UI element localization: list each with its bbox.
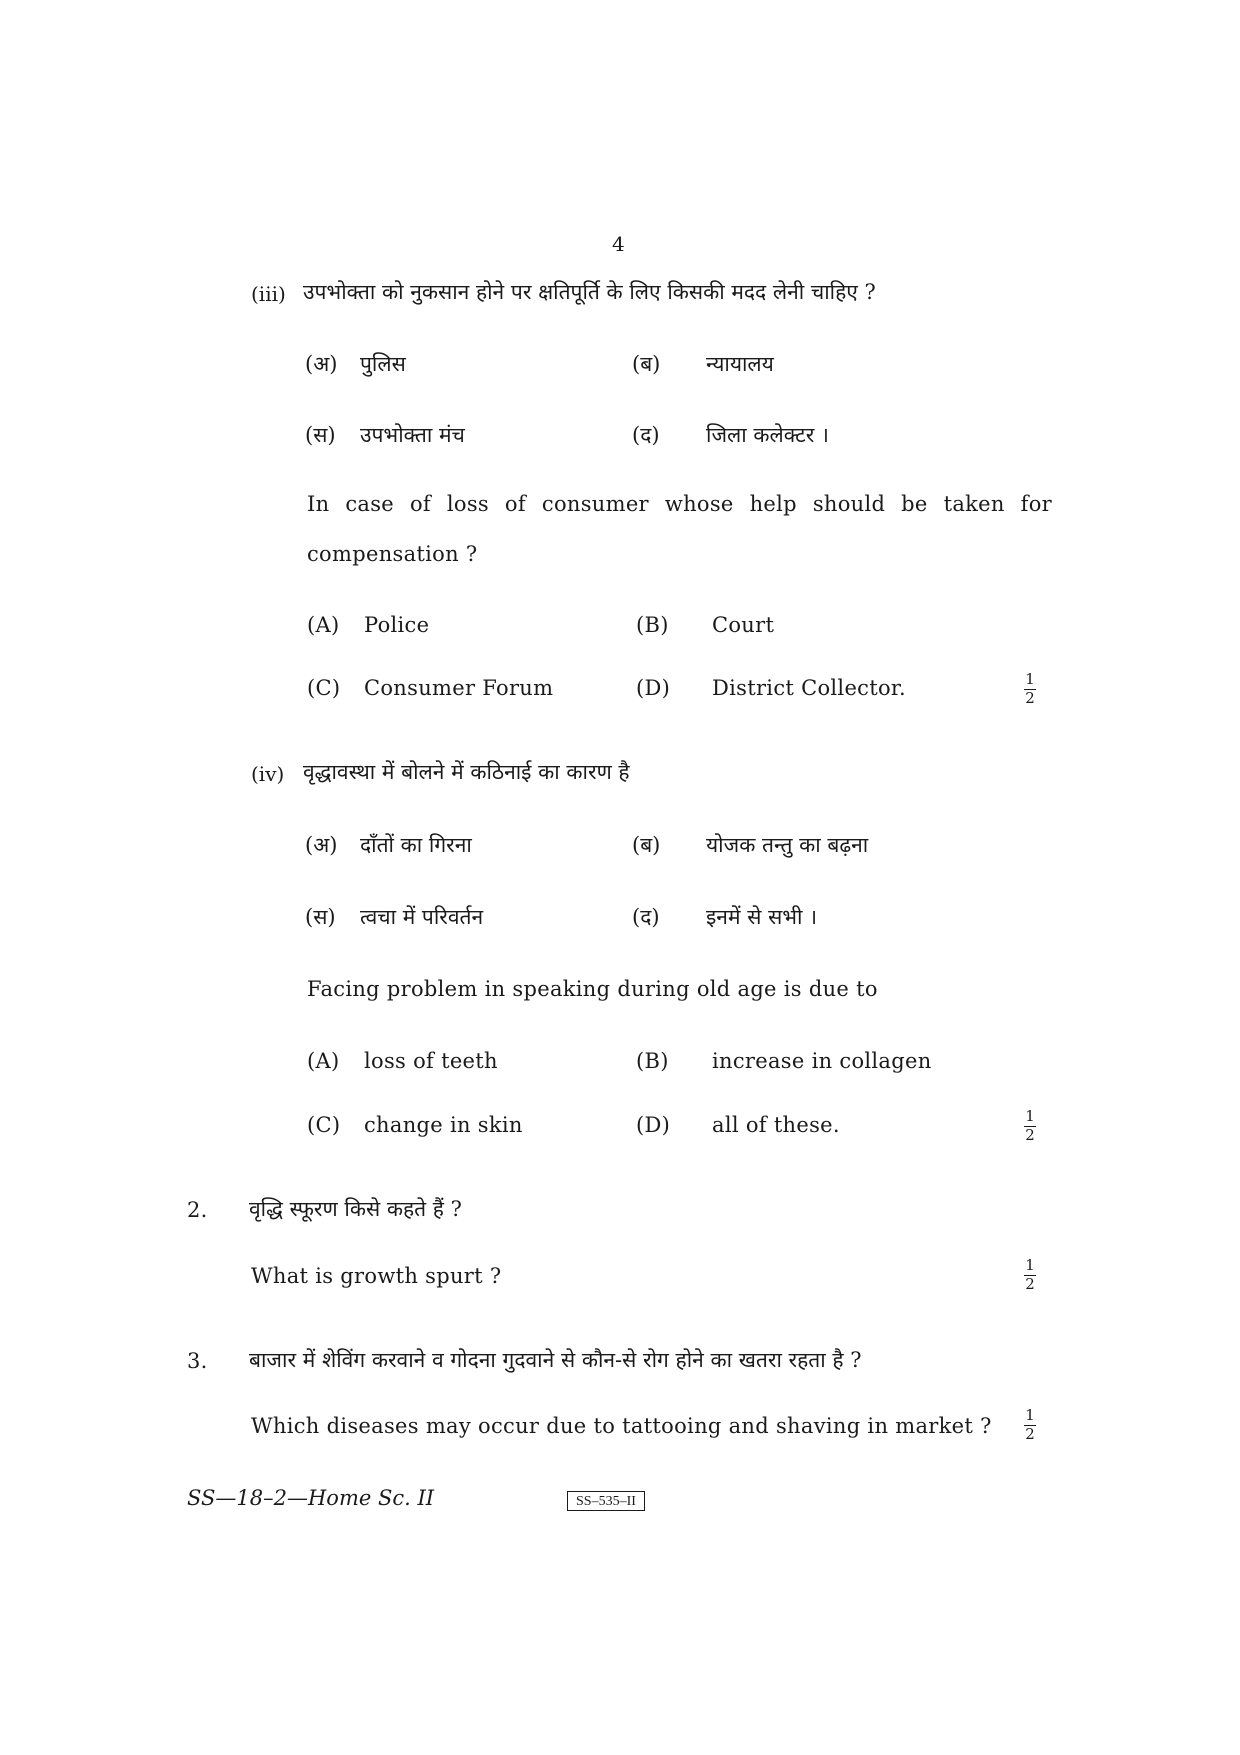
english-question-line1: In case of loss of consumer whose help should be taken for <box>307 492 1052 516</box>
marks-denominator: 2 <box>1025 1275 1035 1293</box>
option-text: Police <box>364 613 430 637</box>
option-label: (ब) <box>632 833 661 857</box>
question-label: (iv) <box>251 762 285 786</box>
option-label: (ब) <box>632 352 661 376</box>
option-text: all of these. <box>712 1113 840 1137</box>
option-text: loss of teeth <box>364 1049 498 1073</box>
marks-fraction <box>1022 1408 1038 1442</box>
option-text: दाँतों का गिरना <box>360 833 472 857</box>
option-text: पुलिस <box>360 352 406 376</box>
marks-fraction <box>1022 1258 1038 1292</box>
marks-denominator: 2 <box>1025 1425 1035 1443</box>
option-label: (अ) <box>305 833 338 857</box>
english-question: What is growth spurt ? <box>251 1264 502 1288</box>
option-label: (अ) <box>305 352 338 376</box>
option-label: (B) <box>636 613 669 637</box>
option-text: Court <box>712 613 775 637</box>
option-label: (A) <box>307 613 340 637</box>
option-label: (C) <box>307 1113 341 1137</box>
option-label: (द) <box>632 905 660 929</box>
option-label: (D) <box>636 1113 671 1137</box>
option-label: (B) <box>636 1049 669 1073</box>
marks-numerator: 1 <box>1025 1256 1035 1274</box>
option-text: District Collector. <box>712 676 906 700</box>
option-label: (स) <box>305 905 336 929</box>
hindi-question: बाजार में शेविंग करवाने व गोदना गुदवाने से कौन-से रोग होने का खतरा रहता है ? <box>249 1348 862 1372</box>
marks-fraction <box>1022 1109 1038 1143</box>
question-number: 3. <box>187 1349 208 1373</box>
option-text: इनमें से सभी । <box>706 905 818 929</box>
option-text: increase in collagen <box>712 1049 932 1073</box>
marks-denominator: 2 <box>1025 1126 1035 1144</box>
footer-paper-code: SS—18–2—Home Sc. II <box>187 1486 435 1510</box>
hindi-question: वृद्धावस्था में बोलने में कठिनाई का कारण है <box>303 760 630 784</box>
marks-numerator: 1 <box>1025 670 1035 688</box>
footer-box-code: SS–535–II <box>567 1491 645 1511</box>
option-text: त्वचा में परिवर्तन <box>360 905 484 929</box>
option-text: न्यायालय <box>706 352 774 376</box>
english-question: Facing problem in speaking during old age is due to <box>307 977 878 1001</box>
option-label: (स) <box>305 423 336 447</box>
marks-denominator: 2 <box>1025 689 1035 707</box>
option-text: योजक तन्तु का बढ़ना <box>706 833 869 857</box>
marks-numerator: 1 <box>1025 1406 1035 1424</box>
hindi-question: वृद्धि स्फूरण किसे कहते हैं ? <box>249 1197 462 1221</box>
marks-numerator: 1 <box>1025 1107 1035 1125</box>
option-text: जिला कलेक्टर । <box>706 423 829 447</box>
hindi-question: उपभोक्ता को नुकसान होने पर क्षतिपूर्ति के लिए किसकी मदद लेनी चाहिए ? <box>303 280 876 304</box>
option-label: (D) <box>636 676 671 700</box>
question-label: (iii) <box>251 282 286 306</box>
english-question: Which diseases may occur due to tattooing and shaving in market ? <box>251 1414 992 1438</box>
option-text: change in skin <box>364 1113 523 1137</box>
english-question-line2: compensation ? <box>307 542 478 566</box>
option-text: Consumer Forum <box>364 676 554 700</box>
option-label: (द) <box>632 423 660 447</box>
option-text: उपभोक्ता मंच <box>360 423 465 447</box>
option-label: (C) <box>307 676 341 700</box>
page-number: 4 <box>612 232 625 256</box>
question-number: 2. <box>187 1198 208 1222</box>
option-label: (A) <box>307 1049 340 1073</box>
marks-fraction <box>1022 672 1038 706</box>
